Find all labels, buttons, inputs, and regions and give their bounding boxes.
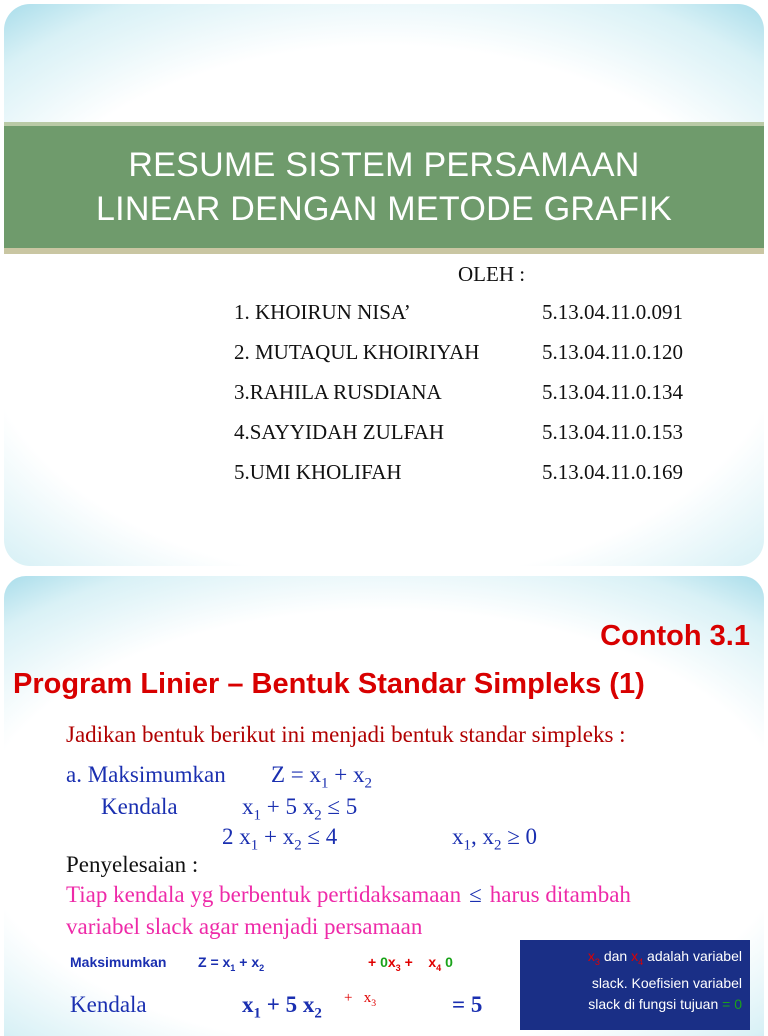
note-line-3: slack di fungsi tujuan = 0 bbox=[588, 995, 742, 1012]
objective-line bbox=[66, 762, 372, 792]
member-nim: 5.13.04.11.0.120 bbox=[542, 340, 683, 364]
member-nim: 5.13.04.11.0.169 bbox=[542, 460, 683, 484]
member-nim: 5.13.04.11.0.134 bbox=[542, 380, 683, 404]
member-nim: 5.13.04.11.0.091 bbox=[542, 300, 683, 324]
maximize-label: a. Maksimumkan bbox=[66, 762, 226, 787]
std-slack-terms: + $0x_3$ + $x_4$ 0 bbox=[368, 954, 453, 973]
title-line-1: RESUME SISTEM PERSAMAAN bbox=[128, 146, 640, 184]
title-banner bbox=[4, 122, 764, 254]
instruction-text: Jadikan bentuk berikut ini menjadi bentuk standar simpleks : bbox=[66, 722, 626, 747]
constraint-2: 2 $x_1 + x_2 \le 4$ bbox=[222, 824, 338, 854]
member-row bbox=[234, 380, 734, 420]
note-line-1: $x_3$ dan $x_4$ adalah variabel bbox=[587, 948, 742, 967]
title-line-2: LINEAR DENGAN METODE GRAFIK bbox=[95, 190, 673, 228]
member-row bbox=[234, 460, 734, 500]
constraint-label: Kendala bbox=[101, 794, 178, 819]
note-line-2: slack. Koefisien variabel bbox=[591, 974, 742, 991]
constraint-1: $x_1 + 5$ $x_2 \le 5$ bbox=[242, 794, 358, 824]
member-name: 1. KHOIRUN NISA’ bbox=[234, 300, 411, 324]
slide-example bbox=[4, 576, 764, 1036]
objective-function: $Z = x_1 + x_2$ bbox=[271, 762, 372, 792]
nonnegativity: $x_1$, $x_2 \ge 0$ bbox=[452, 824, 538, 854]
member-row bbox=[234, 340, 734, 380]
member-list bbox=[234, 300, 734, 500]
std-constraint-1: $x_1 + 5$ $x_2$ bbox=[242, 992, 322, 1022]
member-name: 3.RAHILA RUSDIANA bbox=[234, 380, 442, 404]
member-name: 5.UMI KHOLIFAH bbox=[234, 460, 402, 484]
member-nim: 5.13.04.11.0.153 bbox=[542, 420, 683, 444]
member-name: 2. MUTAQUL KHOIRIYAH bbox=[234, 340, 480, 364]
member-name: 4.SAYYIDAH ZULFAH bbox=[234, 420, 445, 444]
std-constraint-label: Kendala bbox=[70, 992, 147, 1017]
slack-note-box bbox=[520, 940, 750, 1030]
solution-label: Penyelesaian : bbox=[66, 852, 199, 877]
std-maximize-label: Maksimumkan bbox=[70, 954, 167, 970]
std-constraint-slack: + $x_3$ bbox=[344, 990, 377, 1009]
example-title: Program Linier – Bentuk Standar Simpleks (1) bbox=[13, 668, 645, 700]
std-constraint-rhs: = 5 bbox=[452, 992, 483, 1017]
authors-heading: OLEH : bbox=[458, 262, 526, 286]
slide-title bbox=[4, 4, 764, 566]
std-objective: $Z = x_1 + x_2$ bbox=[198, 954, 265, 973]
explanation-line-1: Tiap kendala yg berbentuk pertidaksamaan ≤ harus ditambah bbox=[66, 882, 631, 907]
example-number: Contoh 3.1 bbox=[600, 620, 750, 652]
explanation-line-2: variabel slack agar menjadi persamaan bbox=[66, 914, 423, 939]
member-row bbox=[234, 300, 734, 340]
member-row bbox=[234, 420, 734, 460]
slide-title-heading bbox=[96, 143, 672, 231]
